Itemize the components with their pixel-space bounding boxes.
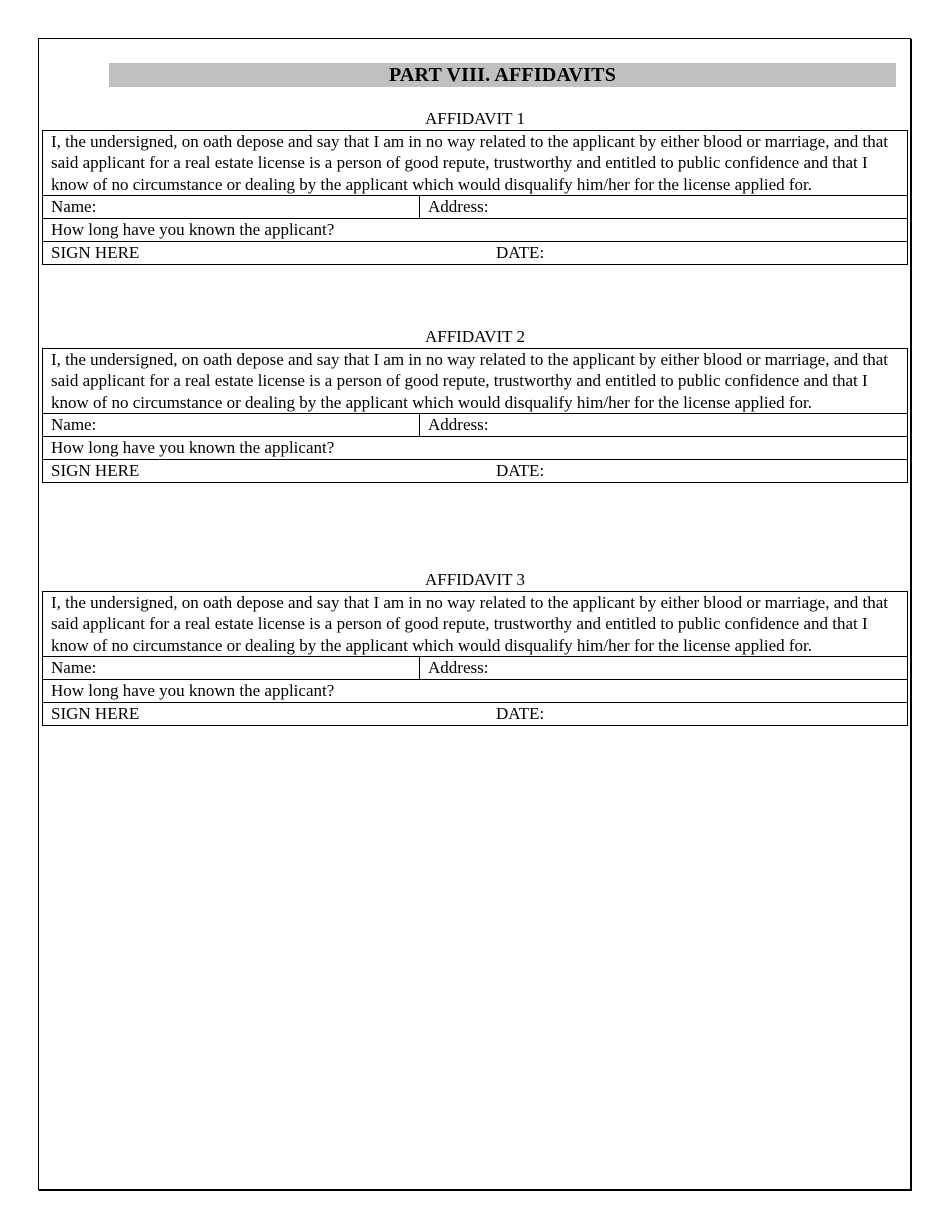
- affidavit-form: [42, 591, 908, 726]
- affidavit-statement: I, the undersigned, on oath depose and say that I am in no way related to the applicant by either blood or marriage, and that said applicant for a real estate license is a person of good repute, trustworthy and entitled to public confidence and that I know of no circumstance or dealing by the applicant which would disqualify him/her for the license applied for.: [51, 132, 888, 194]
- affidavit-form: [42, 348, 908, 483]
- name-field[interactable]: Name:: [43, 196, 420, 218]
- name-field[interactable]: Name:: [43, 657, 420, 679]
- address-field[interactable]: Address:: [428, 196, 489, 216]
- name-address-row: [43, 413, 907, 436]
- date-field[interactable]: DATE:: [496, 460, 545, 480]
- name-address-row: [43, 195, 907, 218]
- affidavit-2: [42, 326, 908, 483]
- affidavit-3: [42, 569, 908, 726]
- section-title: PART VIII. AFFIDAVITS: [109, 63, 896, 87]
- known-duration-row: [43, 218, 907, 241]
- signature-row: [43, 702, 907, 725]
- signature-field[interactable]: SIGN HERE: [51, 460, 140, 480]
- affidavit-form: [42, 130, 908, 265]
- affidavit-statement: I, the undersigned, on oath depose and say that I am in no way related to the applicant by either blood or marriage, and that said applicant for a real estate license is a person of good repute, trustworthy and entitled to public confidence and that I know of no circumstance or dealing by the applicant which would disqualify him/her for the license applied for.: [51, 593, 888, 655]
- address-field[interactable]: Address:: [428, 657, 489, 677]
- affidavit-title: AFFIDAVIT 3: [425, 570, 525, 589]
- known-duration-row: [43, 436, 907, 459]
- name-field[interactable]: Name:: [43, 414, 420, 436]
- date-field[interactable]: DATE:: [496, 242, 545, 262]
- signature-field[interactable]: SIGN HERE: [51, 242, 140, 262]
- signature-row: [43, 241, 907, 264]
- affidavit-title: AFFIDAVIT 1: [425, 109, 525, 128]
- affidavit-title: AFFIDAVIT 2: [425, 327, 525, 346]
- signature-row: [43, 459, 907, 482]
- name-address-row: [43, 656, 907, 679]
- known-duration-row: [43, 679, 907, 702]
- date-field[interactable]: DATE:: [496, 703, 545, 723]
- known-duration-field[interactable]: How long have you known the applicant?: [51, 680, 335, 700]
- affidavit-statement: I, the undersigned, on oath depose and say that I am in no way related to the applicant by either blood or marriage, and that said applicant for a real estate license is a person of good repute, trustworthy and entitled to public confidence and that I know of no circumstance or dealing by the applicant which would disqualify him/her for the license applied for.: [51, 350, 888, 412]
- known-duration-field[interactable]: How long have you known the applicant?: [51, 219, 335, 239]
- signature-field[interactable]: SIGN HERE: [51, 703, 140, 723]
- address-field[interactable]: Address:: [428, 414, 489, 434]
- known-duration-field[interactable]: How long have you known the applicant?: [51, 437, 335, 457]
- affidavit-1: [42, 108, 908, 265]
